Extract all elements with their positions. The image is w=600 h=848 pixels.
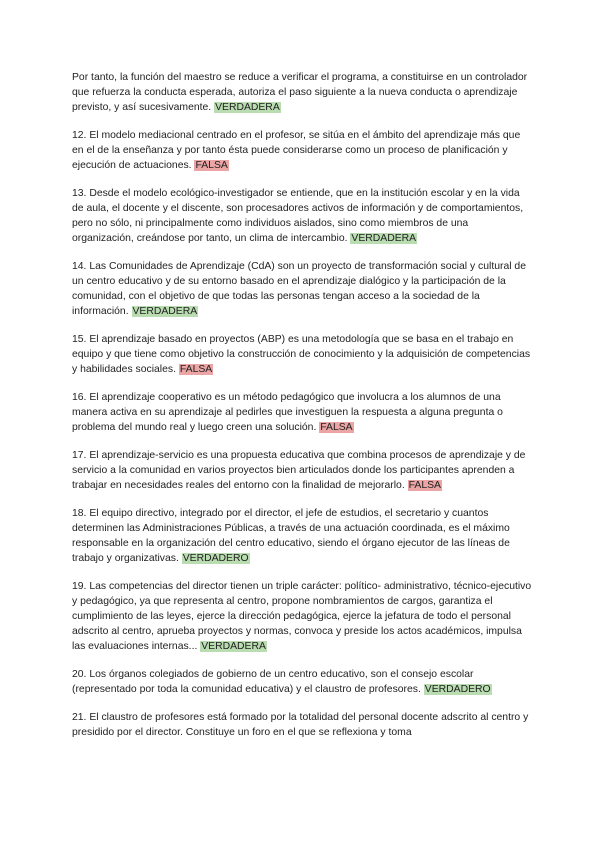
paragraph-text: Por tanto, la función del maestro se reduce a verificar el programa, a constituirse en un controlador que refuerza la conducta esperada, autoriza el paso siguiente a la nueva conducta o aprendizaje previsto, y así sucesivamente.: [72, 72, 528, 113]
paragraph-16: [72, 390, 532, 435]
answer-badge-true: VERDADERA: [201, 641, 266, 652]
paragraph-19: [72, 579, 532, 654]
paragraph-text: 20. Los órganos colegiados de gobierno de un centro educativo, son el consejo escolar (representado por toda la comunidad educativa) y el claustro de profesores.: [72, 669, 474, 695]
paragraph-12: [72, 128, 532, 173]
answer-badge-true: VERDADERA: [215, 102, 280, 113]
paragraph-20: [72, 667, 532, 697]
paragraph-text: 17. El aprendizaje-servicio es una propuesta educativa que combina procesos de aprendizaje y de servicio a la comunidad en varios proyectos bien articulados donde los participantes aprenden a trabajar en necesidades reales del entorno con la finalidad de mejorarlo.: [72, 450, 526, 491]
document-page: [72, 70, 532, 753]
paragraph-text: 16. El aprendizaje cooperativo es un método pedagógico que involucra a los alumnos de una manera activa en su aprendizaje al pedirles que investiguen la respuesta a alguna pregunta o problema del mundo real y luego creen una solución.: [72, 392, 503, 433]
paragraph-text: 19. Las competencias del director tienen un triple carácter: político- administrativo, técnico-ejecutivo y pedagógico, ya que representa al centro, propone nombramientos de cargos, garantiza el cumplimiento de las leyes, ejerce la dirección pedagógica, ejerce la jefatura de todo el personal adscrito al centro, aprueba proyectos y normas, convoca y preside los actos académicos, impulsa las evaluaciones internas...: [72, 581, 532, 652]
paragraph-11-continued: [72, 70, 532, 115]
answer-badge-false: FALSA: [320, 422, 353, 433]
paragraph-17: [72, 448, 532, 493]
paragraph-13: [72, 186, 532, 246]
paragraph-text: 18. El equipo directivo, integrado por el director, el jefe de estudios, el secretario y cuantos determinen las Administraciones Públicas, a través de una actuación coordinada, es el máximo responsable en la organización del centro educativo, siendo el órgano ejecutor de las líneas de trabajo y organizativas.: [72, 508, 510, 564]
paragraph-18: [72, 506, 532, 566]
paragraph-text: 14. Las Comunidades de Aprendizaje (CdA) son un proyecto de transformación social y cultural de un centro educativo y de su entorno basado en el aprendizaje dialógico y la participación de la comunidad, con el objetivo de que todas las personas tengan acceso a la sociedad de la información.: [72, 261, 526, 317]
answer-badge-true: VERDADERO: [182, 553, 249, 564]
answer-badge-false: FALSA: [195, 160, 228, 171]
paragraph-14: [72, 259, 532, 319]
paragraph-text: 13. Desde el modelo ecológico-investigador se entiende, que en la institución escolar y en la vida de aula, el docente y el discente, son procesadores activos de información y de comportamientos, pero no sólo, ni principalmente como individuos aislados, sino como miembros de una organización, creándose por tanto, un clima de intercambio.: [72, 188, 524, 244]
answer-badge-true: VERDADERA: [132, 306, 198, 317]
paragraph-21: [72, 710, 532, 740]
answer-badge-false: FALSA: [179, 364, 213, 375]
paragraph-15: [72, 332, 532, 377]
paragraph-text: 12. El modelo mediacional centrado en el profesor, se sitúa en el ámbito del aprendizaje más que en el de la enseñanza y por tanto ésta puede considerarse como un proceso de planificación y ejecución de actuaciones.: [72, 130, 521, 171]
paragraph-text: 15. El aprendizaje basado en proyectos (ABP) es una metodología que se basa en el trabajo en equipo y que tiene como objetivo la construcción de conocimiento y la adquisición de competencias y habilidades sociales.: [72, 334, 531, 375]
answer-badge-false: FALSA: [408, 480, 441, 491]
answer-badge-true: VERDADERO: [424, 684, 491, 695]
answer-badge-true: VERDADERA: [351, 233, 417, 244]
paragraph-text: 21. El claustro de profesores está formado por la totalidad del personal docente adscrito al centro y presidido por el director. Constituye un foro en el que se reflexiona y toma: [72, 712, 529, 738]
